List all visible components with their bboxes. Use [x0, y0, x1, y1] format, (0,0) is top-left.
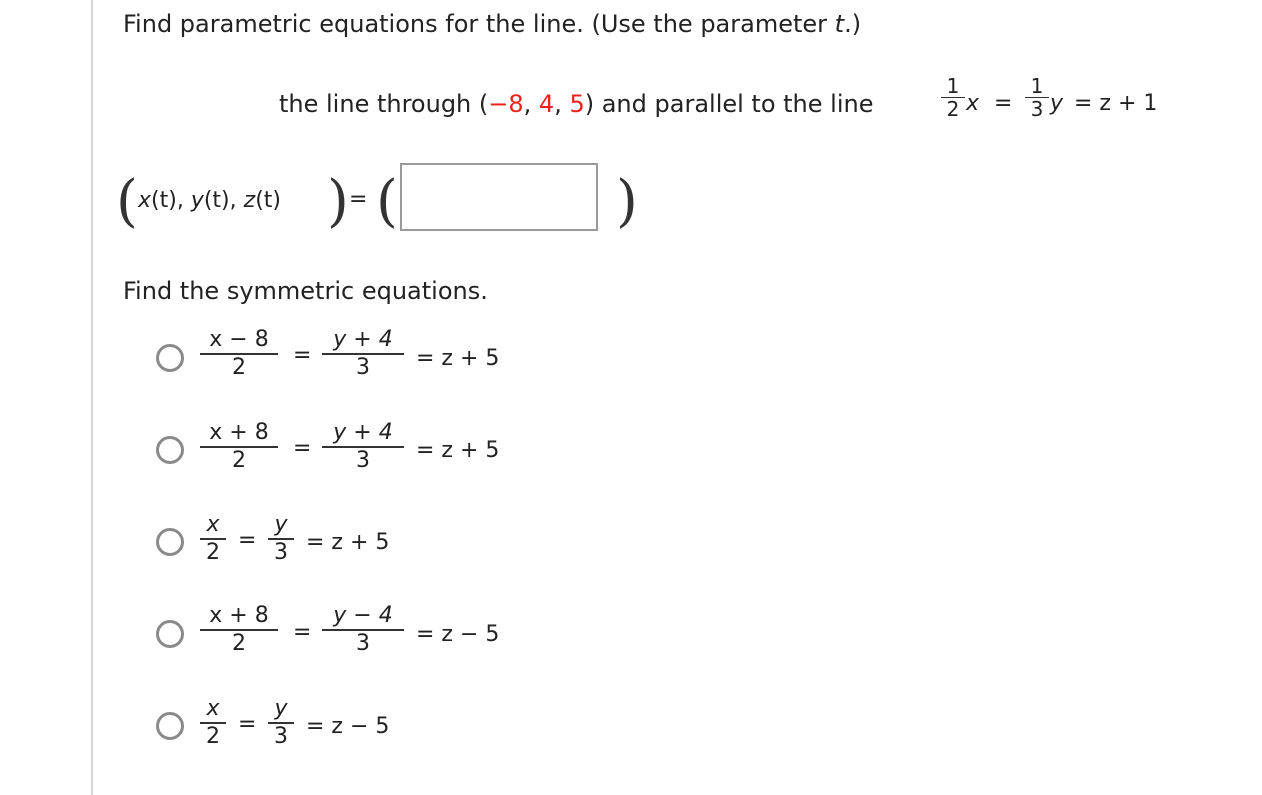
fraction-denominator: 3 — [274, 540, 288, 565]
option-2-y-fraction — [322, 420, 404, 474]
fraction-numerator: y + 4 — [333, 420, 393, 445]
option-4-y-fraction — [322, 603, 404, 657]
lhs-t: (t), — [203, 188, 244, 213]
option-4-rhs: = z − 5 — [416, 622, 500, 647]
lhs-close-paren: ) — [327, 169, 349, 234]
given-equals: = — [994, 91, 1013, 116]
fraction-denominator: 2 — [206, 540, 220, 565]
lhs-open-paren: ( — [116, 169, 138, 234]
left-divider — [91, 0, 93, 795]
fraction-numerator: x − 8 — [209, 327, 269, 352]
option-1-y-fraction — [322, 327, 404, 381]
parametric-answer-input[interactable] — [400, 163, 598, 231]
parametric-lhs — [138, 187, 281, 215]
line-desc-start: the line through ( — [279, 90, 489, 118]
given-var-x: x — [966, 91, 980, 116]
fraction-numerator: y + 4 — [333, 327, 393, 352]
option-3-radio[interactable] — [156, 528, 184, 556]
option-5-radio[interactable] — [156, 712, 184, 740]
fraction-denominator: 2 — [232, 631, 246, 656]
fraction-numerator: x + 8 — [209, 420, 269, 445]
fraction-denominator: 2 — [946, 97, 960, 121]
question-prompt — [123, 10, 861, 38]
option-3-rhs: = z + 5 — [306, 530, 390, 555]
rhs-open-paren: ( — [376, 169, 398, 234]
option-4-radio[interactable] — [156, 620, 184, 648]
option-5-equals: = — [238, 712, 257, 737]
option-4-equals: = — [293, 620, 312, 645]
lhs-y: y — [190, 188, 204, 213]
point-separator: , — [523, 90, 539, 118]
option-3-equals: = — [238, 528, 257, 553]
option-5-rhs: = z − 5 — [306, 714, 390, 739]
fraction-numerator: x — [206, 512, 220, 537]
option-3-y-fraction — [268, 512, 294, 566]
option-1-equals: = — [293, 343, 312, 368]
given-fraction-third — [1025, 75, 1049, 120]
lhs-z: z — [243, 188, 256, 213]
given-fraction-half — [941, 75, 965, 120]
fraction-denominator: 2 — [232, 355, 246, 380]
option-2-radio[interactable] — [156, 436, 184, 464]
fraction-denominator: 2 — [206, 724, 220, 749]
given-point-z: 5 — [569, 90, 585, 118]
fraction-numerator: 1 — [1030, 74, 1044, 98]
given-point-x: −8 — [488, 90, 524, 118]
fraction-denominator: 2 — [232, 448, 246, 473]
fraction-numerator: y − 4 — [333, 603, 393, 628]
given-point-y: 4 — [538, 90, 555, 118]
fraction-numerator: y — [274, 696, 288, 721]
lhs-x: x — [138, 188, 152, 213]
option-1-radio[interactable] — [156, 344, 184, 372]
option-3-x-fraction — [200, 512, 226, 566]
given-rhs: = z + 1 — [1074, 91, 1158, 116]
fraction-numerator: x — [206, 696, 220, 721]
option-4-x-fraction — [200, 603, 278, 657]
parametric-equals: = — [349, 187, 368, 212]
option-1-rhs: = z + 5 — [416, 346, 500, 371]
option-1-x-fraction — [200, 327, 278, 381]
fraction-numerator: x + 8 — [209, 603, 269, 628]
lhs-t: (t) — [255, 188, 281, 213]
option-2-x-fraction — [200, 420, 278, 474]
prompt-param: t — [834, 10, 845, 38]
fraction-denominator: 3 — [1030, 97, 1044, 121]
fraction-numerator: 1 — [946, 74, 960, 98]
prompt-prefix: Find parametric equations for the line. (Use the parameter — [123, 10, 835, 38]
fraction-denominator: 3 — [356, 355, 370, 380]
fraction-numerator: y — [274, 512, 288, 537]
line-description — [279, 90, 873, 118]
option-5-y-fraction — [268, 696, 294, 750]
lhs-t: (t), — [151, 188, 191, 213]
prompt-suffix: .) — [844, 10, 862, 38]
line-desc-end: ) and parallel to the line — [584, 90, 874, 118]
given-var-y: y — [1050, 91, 1064, 116]
symmetric-title: Find the symmetric equations. — [123, 277, 488, 305]
option-2-equals: = — [293, 436, 312, 461]
fraction-denominator: 3 — [274, 724, 288, 749]
fraction-denominator: 3 — [356, 631, 370, 656]
fraction-denominator: 3 — [356, 448, 370, 473]
option-5-x-fraction — [200, 696, 226, 750]
option-2-rhs: = z + 5 — [416, 438, 500, 463]
rhs-close-paren: ) — [616, 169, 638, 234]
point-separator: , — [554, 90, 570, 118]
